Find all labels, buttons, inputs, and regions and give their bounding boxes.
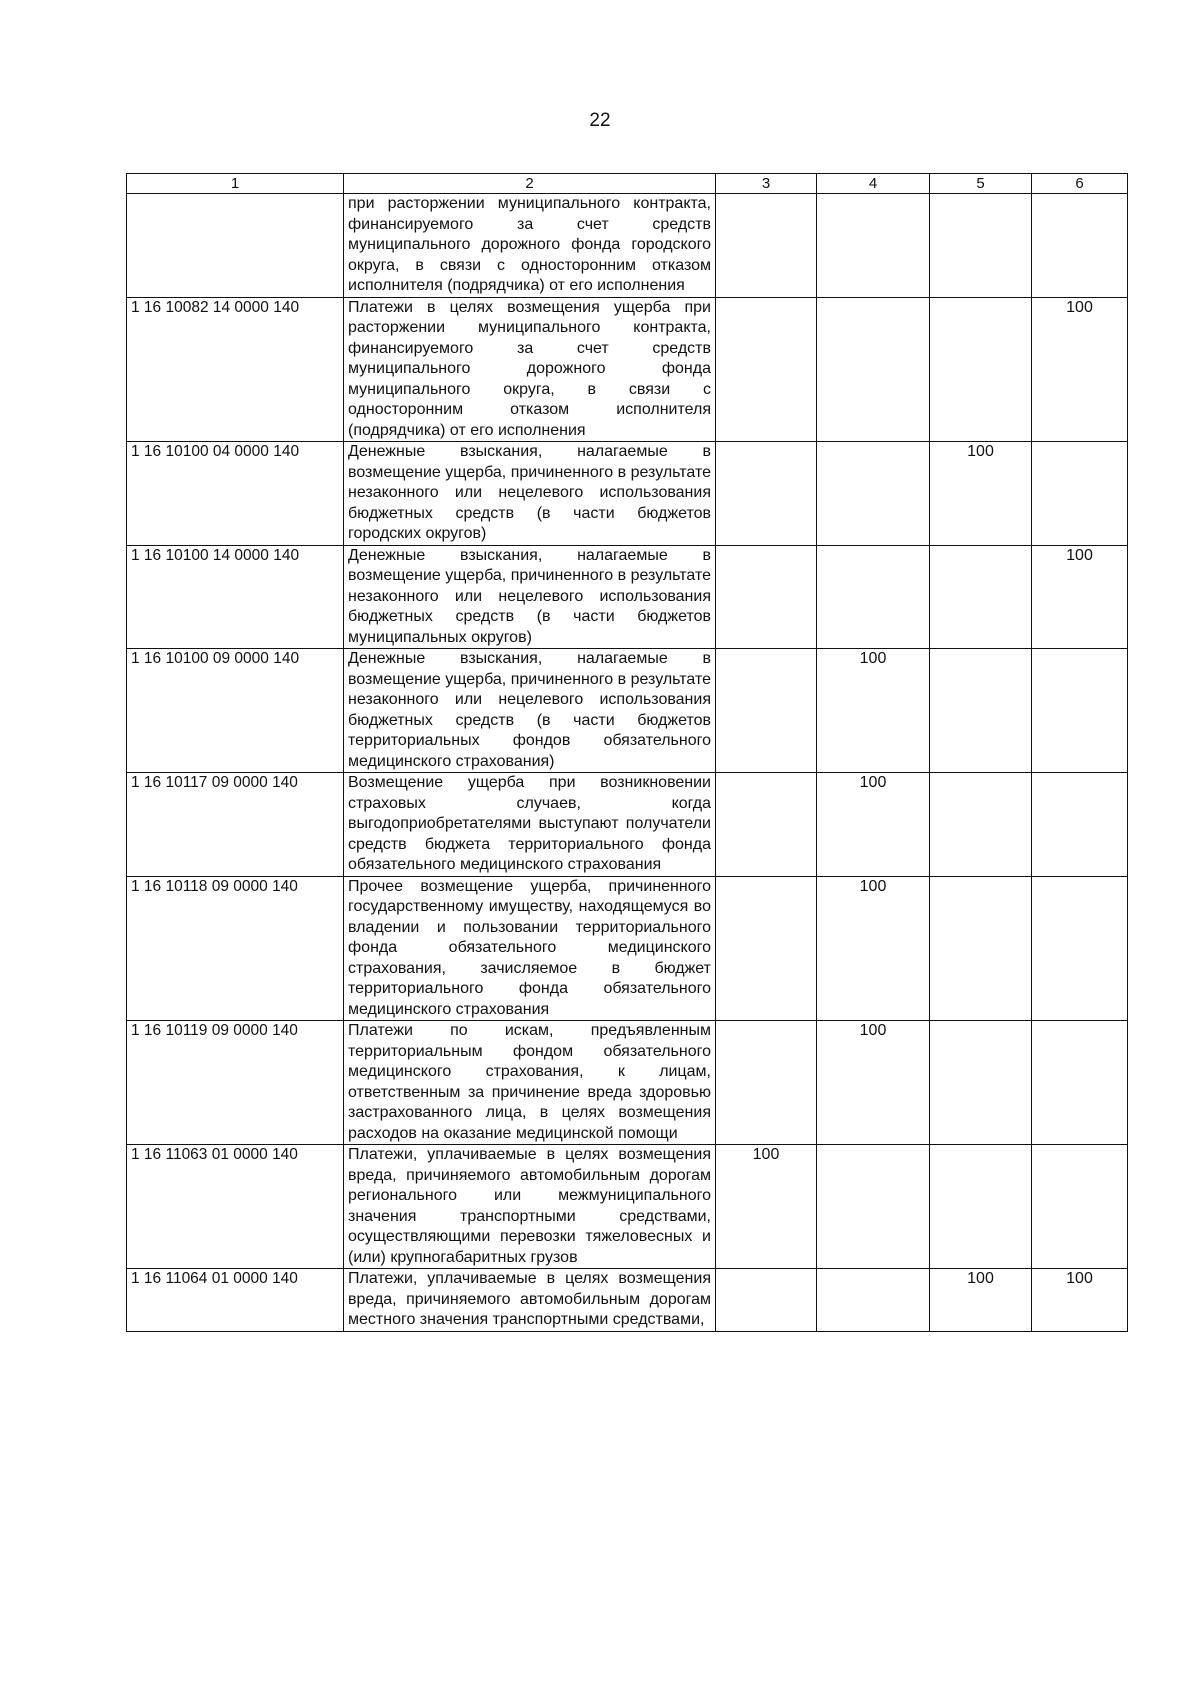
table-row xyxy=(127,649,1128,773)
value-col-6 xyxy=(1032,1145,1128,1269)
table-row xyxy=(127,194,1128,298)
table-row xyxy=(127,773,1128,877)
revenue-description: Денежные взыскания, налагаемые в возмещение ущерба, причиненного в результате незаконного или нецелевого использования бюджетных средств (в части бюджетов территориальных фондов обязательного медицинского страхования) xyxy=(344,649,716,773)
value-col-3 xyxy=(716,297,817,442)
page-number: 22 xyxy=(589,110,611,131)
value-col-3 xyxy=(716,442,817,546)
revenue-codes-table xyxy=(126,173,1128,1332)
value-col-3 xyxy=(716,876,817,1021)
value-col-5 xyxy=(930,545,1032,649)
value-col-6: 100 xyxy=(1032,297,1128,442)
revenue-description: Возмещение ущерба при возникновении страховых случаев, когда выгодоприобретателями выступают получатели средств бюджета территориального фонда обязательного медицинского страхования xyxy=(344,773,716,877)
table-row xyxy=(127,1021,1128,1145)
revenue-code: 1 16 10100 04 0000 140 xyxy=(127,442,344,546)
value-col-5 xyxy=(930,1145,1032,1269)
value-col-4: 100 xyxy=(817,1021,930,1145)
value-col-3: 100 xyxy=(716,1145,817,1269)
revenue-code: 1 16 11064 01 0000 140 xyxy=(127,1269,344,1332)
column-header: 2 xyxy=(344,174,716,194)
revenue-code xyxy=(127,194,344,298)
revenue-code: 1 16 10117 09 0000 140 xyxy=(127,773,344,877)
value-col-6 xyxy=(1032,876,1128,1021)
revenue-code: 1 16 10100 09 0000 140 xyxy=(127,649,344,773)
value-col-6 xyxy=(1032,194,1128,298)
value-col-5 xyxy=(930,876,1032,1021)
value-col-3 xyxy=(716,649,817,773)
value-col-4 xyxy=(817,545,930,649)
revenue-description: при расторжении муниципального контракта, финансируемого за счет средств муниципального дорожного фонда городского округа, в связи с односторонним отказом исполнителя (подрядчика) от его исполнения xyxy=(344,194,716,298)
table-row xyxy=(127,545,1128,649)
value-col-5 xyxy=(930,1021,1032,1145)
value-col-4: 100 xyxy=(817,773,930,877)
value-col-3 xyxy=(716,194,817,298)
value-col-5: 100 xyxy=(930,442,1032,546)
revenue-code: 1 16 10119 09 0000 140 xyxy=(127,1021,344,1145)
revenue-description: Платежи в целях возмещения ущерба при расторжении муниципального контракта, финансируемого за счет средств муниципального дорожного фонда муниципального округа, в связи с односторонним отказом исполнителя (подрядчика) от его исполнения xyxy=(344,297,716,442)
value-col-4 xyxy=(817,1145,930,1269)
value-col-3 xyxy=(716,545,817,649)
revenue-code: 1 16 10100 14 0000 140 xyxy=(127,545,344,649)
value-col-3 xyxy=(716,1021,817,1145)
value-col-5: 100 xyxy=(930,1269,1032,1332)
revenue-code: 1 16 10118 09 0000 140 xyxy=(127,876,344,1021)
revenue-code: 1 16 11063 01 0000 140 xyxy=(127,1145,344,1269)
value-col-6 xyxy=(1032,442,1128,546)
revenue-code: 1 16 10082 14 0000 140 xyxy=(127,297,344,442)
value-col-4 xyxy=(817,442,930,546)
column-header: 5 xyxy=(930,174,1032,194)
value-col-4 xyxy=(817,1269,930,1332)
table-row xyxy=(127,297,1128,442)
column-header: 3 xyxy=(716,174,817,194)
value-col-4 xyxy=(817,297,930,442)
column-header: 4 xyxy=(817,174,930,194)
value-col-4: 100 xyxy=(817,649,930,773)
value-col-5 xyxy=(930,297,1032,442)
value-col-6 xyxy=(1032,1021,1128,1145)
column-header: 1 xyxy=(127,174,344,194)
table-row xyxy=(127,876,1128,1021)
value-col-6: 100 xyxy=(1032,1269,1128,1332)
value-col-4 xyxy=(817,194,930,298)
value-col-3 xyxy=(716,773,817,877)
revenue-description: Платежи, уплачиваемые в целях возмещения вреда, причиняемого автомобильным дорогам местного значения транспортными средствами, xyxy=(344,1269,716,1332)
revenue-description: Платежи, уплачиваемые в целях возмещения вреда, причиняемого автомобильным дорогам регионального или межмуниципального значения транспортными средствами, осуществляющими перевозки тяжеловесных и (или) крупногабаритных грузов xyxy=(344,1145,716,1269)
value-col-3 xyxy=(716,1269,817,1332)
revenue-description: Денежные взыскания, налагаемые в возмещение ущерба, причиненного в результате незаконного или нецелевого использования бюджетных средств (в части бюджетов городских округов) xyxy=(344,442,716,546)
revenue-description: Денежные взыскания, налагаемые в возмещение ущерба, причиненного в результате незаконного или нецелевого использования бюджетных средств (в части бюджетов муниципальных округов) xyxy=(344,545,716,649)
value-col-5 xyxy=(930,194,1032,298)
column-header: 6 xyxy=(1032,174,1128,194)
table-header-row xyxy=(127,174,1128,194)
value-col-6 xyxy=(1032,773,1128,877)
revenue-description: Платежи по искам, предъявленным территориальным фондом обязательного медицинского страхования, к лицам, ответственным за причинение вреда здоровью застрахованного лица, в целях возмещения расходов на оказание медицинской помощи xyxy=(344,1021,716,1145)
value-col-6 xyxy=(1032,649,1128,773)
table-row xyxy=(127,1269,1128,1332)
value-col-6: 100 xyxy=(1032,545,1128,649)
table-row xyxy=(127,442,1128,546)
value-col-4: 100 xyxy=(817,876,930,1021)
table-row xyxy=(127,1145,1128,1269)
revenue-description: Прочее возмещение ущерба, причиненного государственному имуществу, находящемуся во владении и пользовании территориального фонда обязательного медицинского страхования, зачисляемое в бюджет территориального фонда обязательного медицинского страхования xyxy=(344,876,716,1021)
value-col-5 xyxy=(930,773,1032,877)
value-col-5 xyxy=(930,649,1032,773)
